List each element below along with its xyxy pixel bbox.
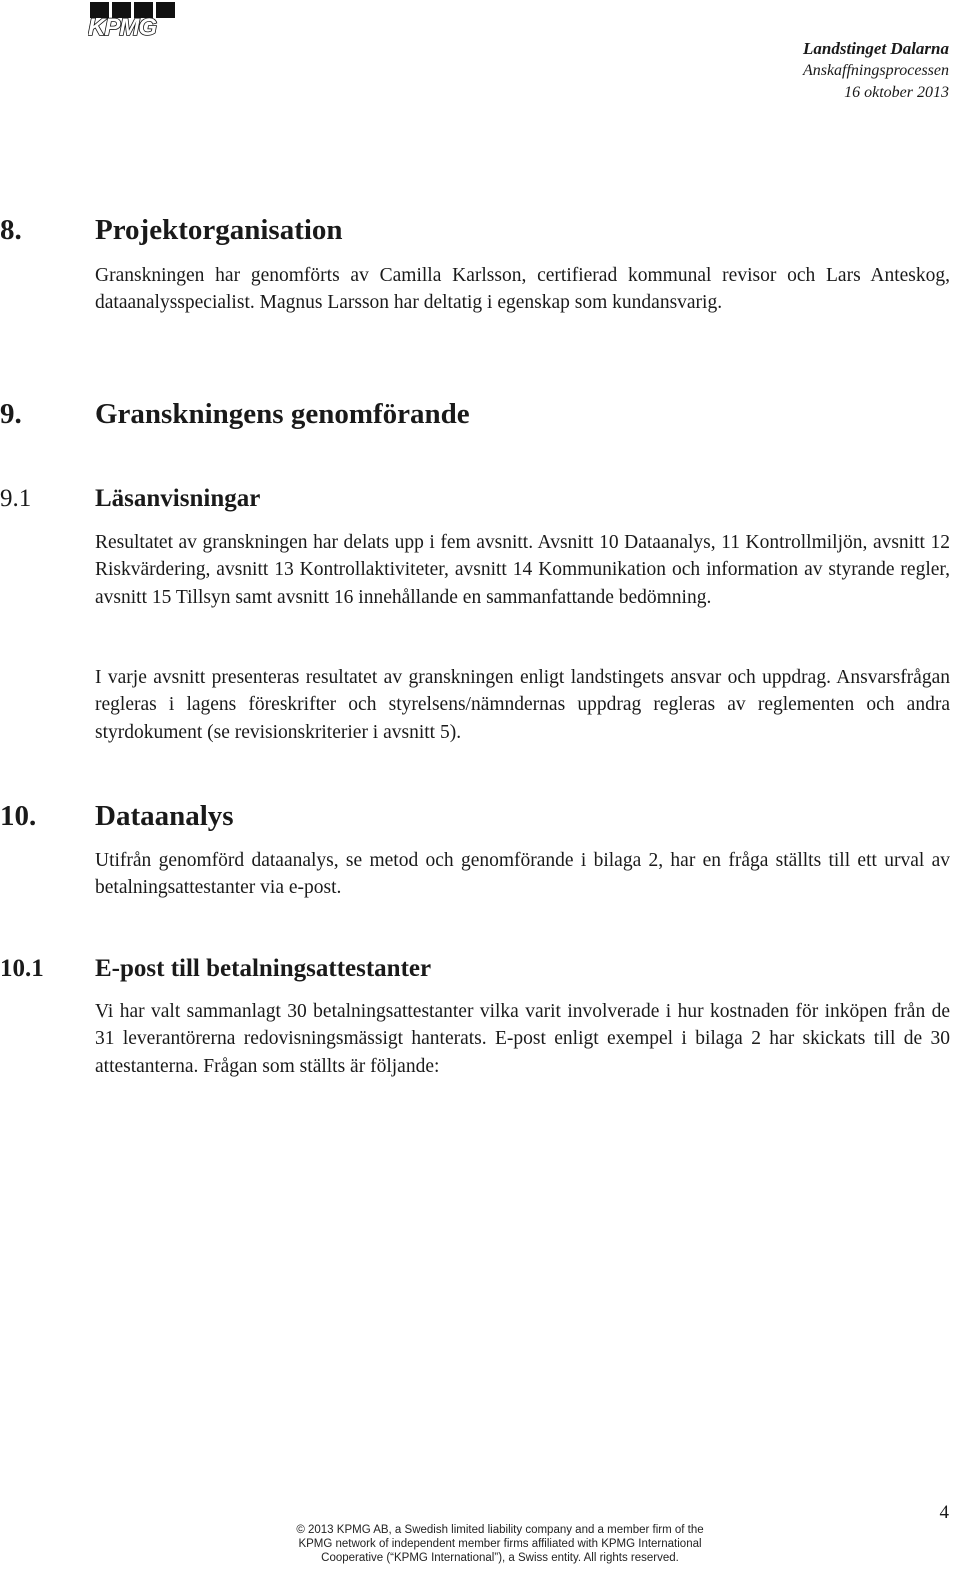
paragraph-section-presentation: I varje avsnitt presenteras resultatet av granskningen enligt landstingets ansvar och uppdrag. Ansvarsfrågan regleras i lagens föreskrifter och styrelsens/nämndernas uppdrag regleras av reglementen och andra styrdokument (se revisionskriterier i avsnitt 5). [95,667,950,743]
footer-line: KPMG network of independent member firms affiliated with KPMG International [298,1538,702,1550]
paragraph-data-analysis: Utifrån genomförd dataanalys, se metod och genomförande i bilaga 2, har en fråga ställts till ett urval av betalningsattestanter via e-post. [95,850,950,899]
kpmg-logo [88,2,180,38]
page-header [803,38,949,104]
header-date: 16 oktober 2013 [844,84,949,101]
paragraph-project-organisation: Granskningen har genomförts av Camilla Karlsson, certifierad kommunal revisor och Lars Anteskog, dataanalysspecialist. Magnus Larsson har deltatig i egenskap som kundansvarig. [95,265,950,314]
paragraph-email-attestants: Vi har valt sammanlagt 30 betalningsattestanter vilka varit involverade i hur kostnaden för inköpen från de 31 leverantörerna redovisningsmässigt hanterats. E-post enligt exempel i bilaga 2 har skickats till de 30 attestanterna. Frågan som ställts är följande: [95,1001,950,1077]
section-number: 9. [0,398,22,430]
section-title: Granskningens genomförande [95,398,470,430]
section-number: 10.1 [0,955,44,982]
section-title: Projektorganisation [95,214,343,246]
copyright-footer [270,1523,730,1565]
header-organization: Landstinget Dalarna [803,39,949,58]
section-number: 8. [0,214,22,246]
section-title: Dataanalys [95,800,234,832]
section-title: Läsanvisningar [95,485,261,512]
footer-line: © 2013 KPMG AB, a Swedish limited liability company and a member firm of the [296,1524,704,1536]
section-title: E-post till betalningsattestanter [95,955,432,982]
section-number: 10. [0,800,37,832]
footer-line: Cooperative (“KPMG International”), a Swiss entity. All rights reserved. [321,1552,679,1564]
paragraph-reading-guide: Resultatet av granskningen har delats upp i fem avsnitt. Avsnitt 10 Dataanalys, 11 Kontrollmiljön, avsnitt 12 Riskvärdering, avsnitt 13 Kontrollaktiviteter, avsnitt 14 Kommunikation och information av styrande regler, avsnitt 15 Tillsyn samt avsnitt 16 innehållande en sammanfattande bedömning. [95,532,950,608]
page-number: 4 [939,1502,949,1523]
svg-text:KPMG: KPMG [88,14,156,38]
header-report-title: Anskaffningsprocessen [802,62,949,79]
section-number: 9.1 [0,485,32,512]
